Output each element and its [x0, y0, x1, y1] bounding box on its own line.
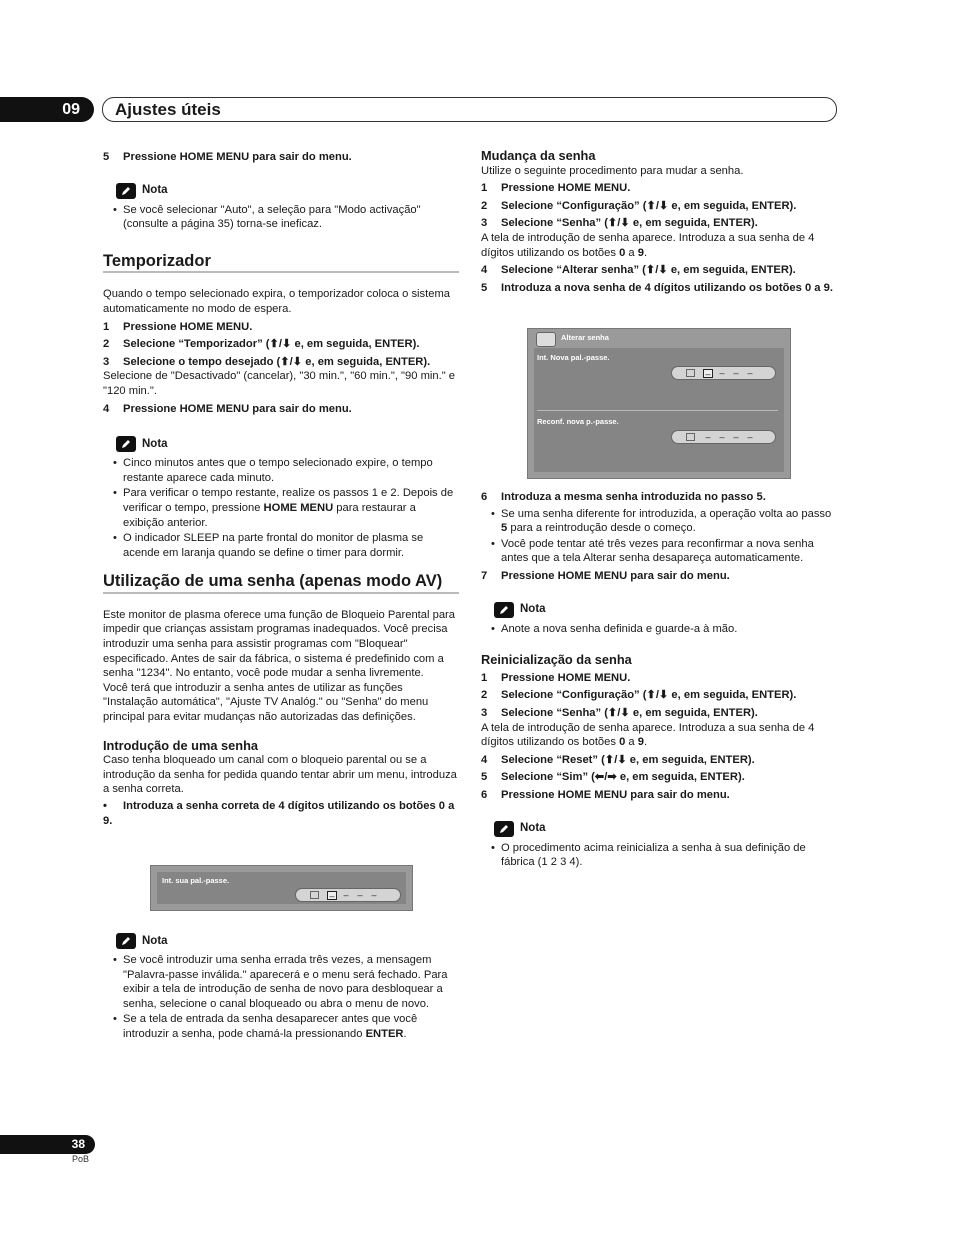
divider — [537, 410, 778, 411]
note-list — [481, 622, 837, 637]
step-bullets — [481, 507, 837, 566]
section-title-timer: Temporizador — [103, 254, 459, 274]
step: 4 Selecione “Alterar senha” (⬆/⬇ e, em seguida, ENTER). — [481, 264, 796, 277]
password-intro: Este monitor de plasma oferece uma função de Bloqueio Parental para impedir que crianças assistam programas inadequados. Você precisa introduzir uma senha para assistir programas com "Bloquear" especificado. Antes de sair da fábrica, o sistema é predefinido com a senha "1234". No entanto, você pode mudar a senha livremente. — [103, 608, 455, 680]
note-item: • Se a tela de entrada da senha desaparecer antes que você introduzir a senha, pode chamá-la pressionando ENTER. — [103, 1012, 459, 1041]
step: 7 Pressione HOME MENU para sair do menu. — [481, 569, 730, 582]
screen-label: Int. Nova pal.-passe. — [537, 353, 610, 362]
password-digit: – — [705, 431, 711, 442]
screen-label: Reconf. nova p.-passe. — [537, 417, 619, 426]
step: 2 Selecione “Configuração” (⬆/⬇ e, em seguida, ENTER). — [481, 199, 797, 212]
confirm-password-input[interactable] — [671, 430, 776, 444]
step: 5 Introduza a nova senha de 4 dígitos utilizando os botões 0 a 9. — [481, 281, 833, 294]
password-digit: – — [719, 367, 725, 378]
password-digit: – — [747, 367, 753, 378]
chapter-number: 09 — [0, 97, 94, 122]
step: 1 Pressione HOME MENU. — [481, 671, 631, 684]
page-number: 38 — [0, 1135, 95, 1154]
password-digit: – — [733, 367, 739, 378]
keypad-icon — [310, 891, 319, 899]
password-digit: – — [357, 889, 363, 900]
note-header: Nota — [494, 602, 837, 618]
keypad-icon — [686, 433, 695, 441]
subsection-title: Mudança da senha — [481, 148, 596, 163]
step: 1 Pressione HOME MENU. — [103, 320, 253, 333]
note-item: • O indicador SLEEP na parte frontal do monitor de plasma se acende em laranja quando se define o timer para dormir. — [103, 531, 459, 560]
section-title-password: Utilização de uma senha (apenas modo AV) — [103, 574, 459, 594]
step: 3 Selecione “Senha” (⬆/⬇ e, em seguida, ENTER). — [481, 706, 758, 719]
subsection-title: Reinicialização da senha — [481, 652, 632, 668]
password-intro-2: Você terá que introduzir a senha antes de utilizar as funções "Instalação automática", "Ajuste TV Analóg." ou "Senha" do menu principal para evitar mudanças não autorizadas das definições. — [103, 681, 429, 724]
note-item: • Para verificar o tempo restante, realize os passos 1 e 2. Depois de verificar o tempo, pressione HOME MENU para restaurar a exibição anterior. — [103, 486, 459, 530]
note-list — [103, 203, 459, 232]
step: 4 Pressione HOME MENU para sair do menu. — [103, 402, 352, 415]
change-password-screen — [527, 328, 791, 479]
note-list — [103, 456, 459, 560]
note-header: Nota — [116, 436, 459, 452]
pencil-icon — [494, 821, 514, 837]
step: 5 Pressione HOME MENU para sair do menu. — [103, 151, 352, 163]
left-column-notes — [103, 933, 459, 1043]
password-digit: – — [327, 891, 337, 900]
new-password-input[interactable] — [671, 366, 776, 380]
bullet-item: • Se uma senha diferente for introduzida, a operação volta ao passo 5 para a reintrodução desde o começo. — [481, 507, 837, 536]
note-item: • Se você introduzir uma senha errada três vezes, a mensagem "Palavra-passe inválida." aparecerá e o menu será fechado. Para exibir a tela de introdução de senha de novo para desbloquear a senha, selecione o canal bloqueado ou abra o menu de novo. — [103, 953, 459, 1011]
keypad-icon — [686, 369, 695, 377]
password-entry-screen — [150, 865, 413, 911]
subsection-text: Utilize o seguinte procedimento para mudar a senha. — [481, 164, 744, 177]
step: 6 Pressione HOME MENU para sair do menu. — [481, 788, 730, 801]
step-description: A tela de introdução de senha aparece. Introduza a sua senha de 4 dígitos utilizando os botões 0 a 9. — [481, 231, 815, 259]
step-description: Selecione de "Desactivado" (cancelar), "30 min.", "60 min.", "90 min." e "120 min.". — [103, 370, 456, 397]
step: 6 Introduza a mesma senha introduzida no passo 5. — [481, 491, 766, 503]
step-description: A tela de introdução de senha aparece. Introduza a sua senha de 4 dígitos utilizando os botões 0 a 9. — [481, 721, 815, 749]
password-digit: – — [703, 369, 713, 378]
step: • Introduza a senha correta de 4 dígitos utilizando os botões 0 a 9. — [103, 800, 455, 827]
note-header: Nota — [494, 821, 837, 837]
note-item: • O procedimento acima reinicializa a senha à sua definição de fábrica (1 2 3 4). — [481, 841, 837, 870]
pencil-icon — [116, 933, 136, 949]
right-column-lower — [481, 490, 837, 871]
step: 2 Selecione “Temporizador” (⬆/⬇ e, em seguida, ENTER). — [103, 338, 420, 351]
step: 1 Pressione HOME MENU. — [481, 182, 631, 195]
step: 5 Selecione “Sim” (⬅/➡ e, em seguida, ENTER). — [481, 771, 745, 784]
password-digit: – — [747, 431, 753, 442]
screen-title: Alterar senha — [561, 333, 609, 342]
password-input[interactable] — [295, 888, 401, 902]
note-header: Nota — [116, 933, 459, 949]
note-list — [481, 841, 837, 870]
bullet-item: • Você pode tentar até três vezes para reconfirmar a nova senha antes que a tela Alterar senha desapareça automaticamente. — [481, 537, 837, 566]
step: 4 Selecione “Reset” (⬆/⬇ e, em seguida, ENTER). — [481, 753, 755, 766]
password-digit: – — [733, 431, 739, 442]
left-column — [103, 150, 459, 828]
step: 2 Selecione “Configuração” (⬆/⬇ e, em seguida, ENTER). — [481, 689, 797, 702]
step: 3 Selecione “Senha” (⬆/⬇ e, em seguida, ENTER). — [481, 217, 758, 230]
subsection-text: Caso tenha bloqueado um canal com o bloqueio parental ou se a introdução da senha for pedida quando tentar abrir um menu, introduza a senha correta. — [103, 754, 457, 796]
note-item: • Cinco minutos antes que o tempo selecionado expire, o tempo restante aparece cada minuto. — [103, 456, 459, 485]
screen-label: Int. sua pal.-passe. — [162, 876, 230, 885]
pencil-icon — [494, 602, 514, 618]
note-item: • Se você selecionar "Auto", a seleção para "Modo activação" (consulte a página 35) torna-se ineficaz. — [103, 203, 459, 232]
password-digit: – — [343, 889, 349, 900]
password-digit: – — [371, 889, 377, 900]
timer-intro: Quando o tempo selecionado expira, o temporizador coloca o sistema automaticamente no modo de espera. — [103, 288, 451, 315]
chapter-title: Ajustes úteis — [102, 97, 837, 122]
pencil-icon — [116, 436, 136, 452]
note-list — [103, 953, 459, 1042]
pencil-icon — [116, 183, 136, 199]
menu-icon — [536, 332, 556, 347]
step: 3 Selecione o tempo desejado (⬆/⬇ e, em seguida, ENTER). — [103, 355, 431, 368]
password-digit: – — [719, 431, 725, 442]
language-code: PoB — [72, 1154, 90, 1164]
subsection-title: Introdução de uma senha — [103, 737, 259, 753]
right-column — [481, 149, 837, 295]
note-item: • Anote a nova senha definida e guarde-a à mão. — [481, 622, 837, 637]
note-header: Nota — [116, 183, 459, 199]
